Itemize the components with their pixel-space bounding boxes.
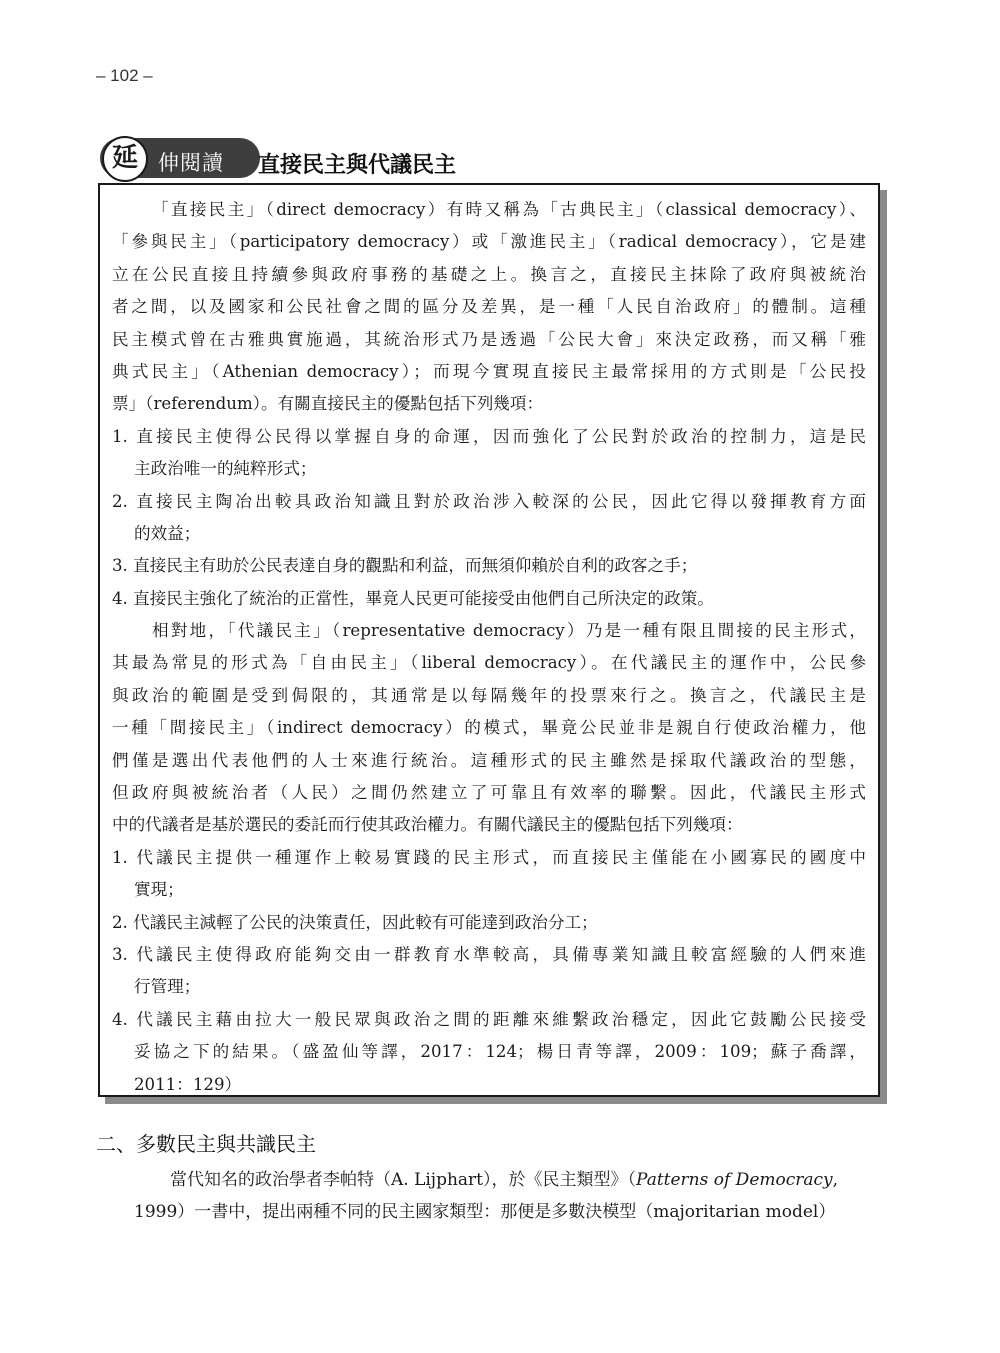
box-line: 「直接民主」（direct democracy）有時又稱為「古典民主」（classical democracy）、 [152,200,866,219]
box-line: 但政府與被統治者（人民）之間仍然建立了可靠且有效率的聯繫。因此，代議民主形式 [112,783,866,803]
list-item: 4. 代議民主藉由拉大一般民眾與政治之間的距離來維繫政治穩定，因此它鼓勵公民接受 [112,1009,866,1029]
list-item: 3. 直接民主有助於公民表達自身的觀點和利益，而無須仰賴於自利的政客之手； [112,556,698,576]
list-item-continuation: 行管理； [134,977,201,997]
box-line: 相對地，「代議民主」（representative democracy）乃是一種有限且間接的民主形式， [152,621,866,641]
extended-reading-box [98,183,880,1097]
box-line: 者之間，以及國家和公民社會之間的區分及差異，是一種「人民自治政府」的體制。這種 [112,297,866,317]
box-line: 典式民主」（Athenian democracy）；而現今實現直接民主最常採用的方式則是「公民投 [112,361,866,381]
list-item: 2. 直接民主陶冶出較具政治知識且對於政治涉入較深的公民，因此它得以發揮教育方面 [112,491,866,511]
body-line [100,1164,890,1196]
extended-reading-header [100,136,890,184]
list-item-continuation: 的效益； [134,523,201,543]
box-line: 一種「間接民主」（indirect democracy）的模式，畢竟公民並非是親自行使政治權力，他 [112,718,866,738]
body-line: 1999）一書中，提出兩種不同的民主國家類型：那便是多數決模型（majoritarian model） [134,1202,836,1222]
extended-reading-title: 直接民主與代議民主 [258,153,457,178]
box-line: 立在公民直接且持續參與政府事務的基礎之上。換言之，直接民主抹除了政府與被統治 [112,264,866,284]
page-number: – 102 – [96,66,153,85]
box-line: 與政治的範圍是受到侷限的，其通常是以每隔幾年的投票來行之。換言之，代議民主是 [112,685,866,705]
box-line: 中的代議者是基於選民的委託而行使其政治權力。有關代議民主的優點包括下列幾項： [112,815,743,835]
list-item-continuation: 妥協之下的結果。（盛盈仙等譯，2017：124；楊日青等譯，2009：109；蘇子喬譯， [134,1042,866,1062]
box-line: 民主模式曾在古雅典實施過，其統治形式乃是透過「公民大會」來決定政務，而又稱「雅 [112,329,866,349]
body-line-text: 當代知名的政治學者李帕特（A. Lijphart），於《民主類型》（ [170,1170,637,1190]
list-item: 4. 直接民主強化了統治的正當性，畢竟人民更可能接受由他們自己所決定的政策。 [112,588,714,608]
section-heading: 二、多數民主與共識民主 [96,1132,316,1156]
list-item: 1. 直接民主使得公民得以掌握自身的命運，因而強化了公民對於政治的控制力，這是民 [112,426,866,446]
list-item-continuation: 主政治唯一的純粹形式； [134,459,317,479]
list-item: 2. 代議民主減輕了公民的決策責任，因此較有可能達到政治分工； [112,912,598,932]
extended-reading-circle-icon: 延 [102,136,148,182]
box-line: 「參與民主」（participatory democracy）或「激進民主」（radical democracy），它是建 [112,232,866,252]
list-item: 1. 代議民主提供一種運作上較易實踐的民主形式，而直接民主僅能在小國寡民的國度中 [112,847,866,867]
box-line: 票」（referendum）。有關直接民主的優點包括下列幾項： [112,394,544,414]
box-line: 其最為常見的形式為「自由民主」（liberal democracy）。在代議民主的運作中，公民參 [112,653,866,673]
list-item-continuation: 2011：129） [134,1074,242,1094]
book-title-english: Patterns of Democracy [636,1170,833,1190]
body-paragraph [100,1164,890,1228]
list-item: 3. 代議民主使得政府能夠交由一群教育水準較高，具備專業知識且較富經驗的人們來進 [112,944,866,964]
list-item-continuation: 實現； [134,880,184,900]
box-line: 們僅是選出代表他們的人士來進行統治。這種形式的民主雖然是採取代議政治的型態， [112,750,866,770]
body-line-punct: , [832,1170,839,1190]
extended-reading-label: 伸閱讀 [158,151,224,175]
